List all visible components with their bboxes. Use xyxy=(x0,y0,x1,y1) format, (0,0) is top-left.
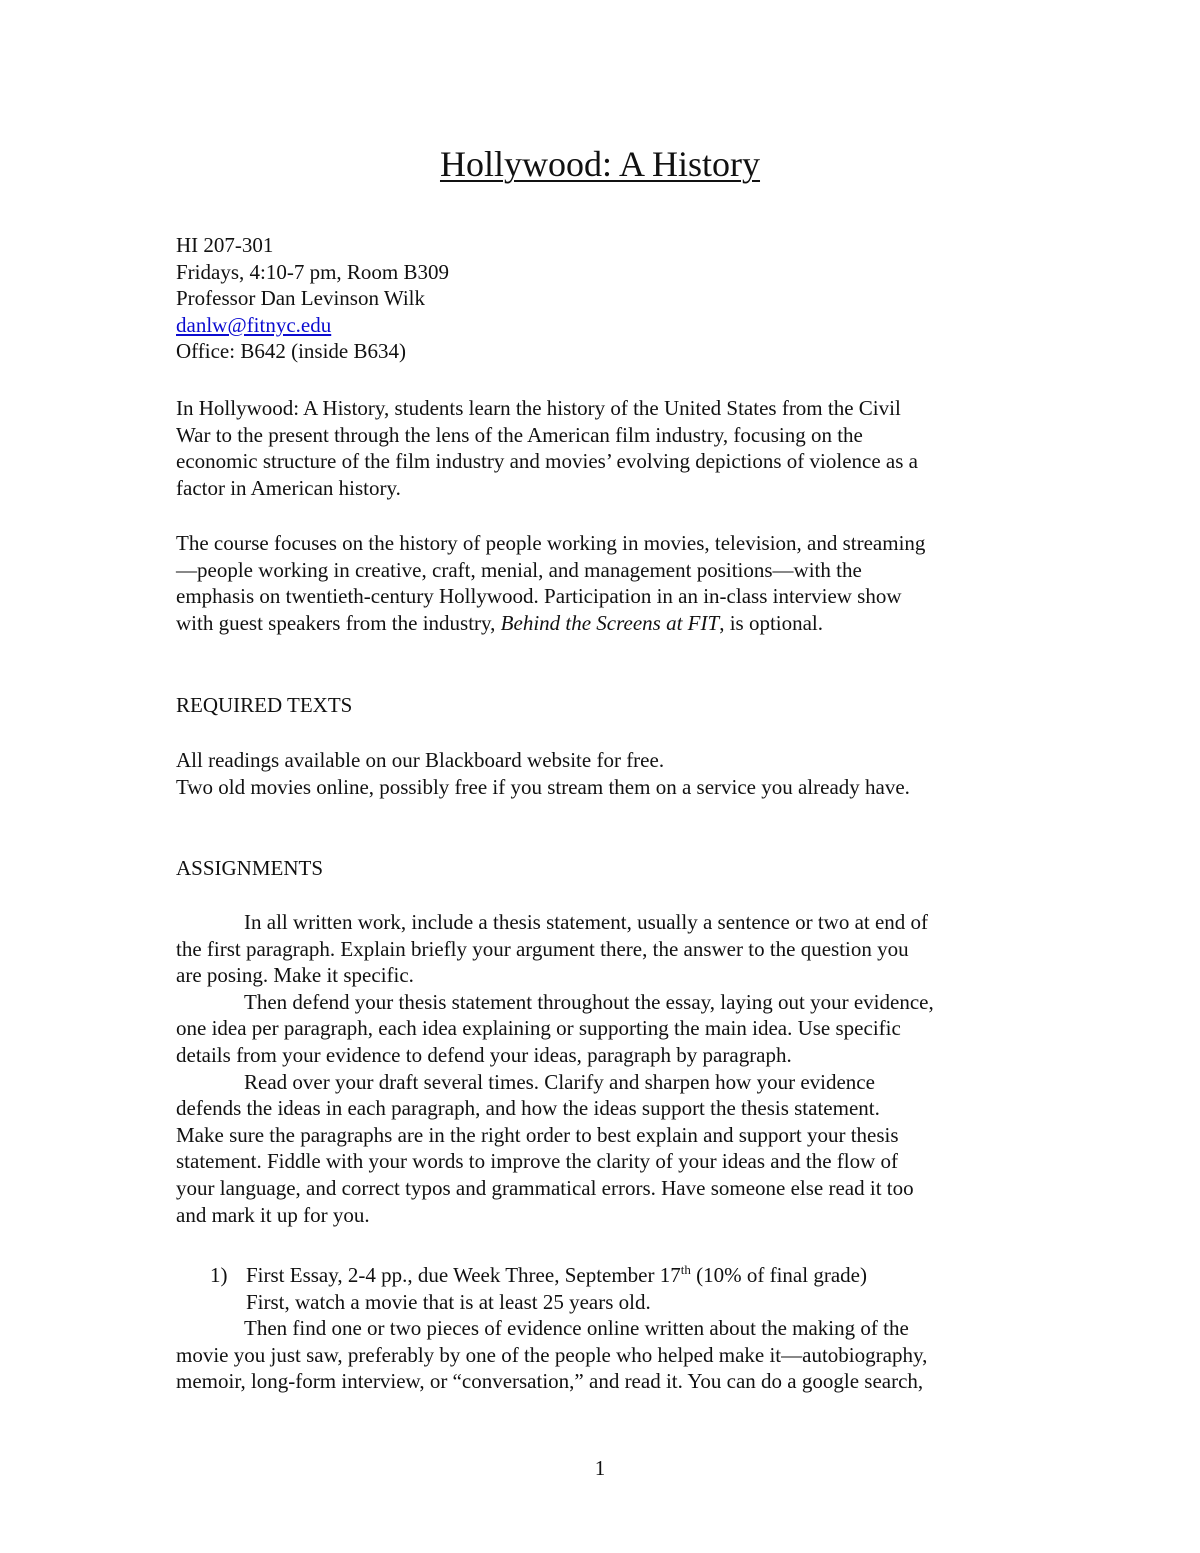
paragraph-line: The course focuses on the history of people working in movies, television, and streaming xyxy=(176,531,926,555)
paragraph-line: War to the present through the lens of the American film industry, focusing on the xyxy=(176,422,863,447)
intro-paragraph-1 xyxy=(176,395,1036,501)
text-segment: First Essay, 2-4 pp., due Week Three, September 17 xyxy=(246,1263,681,1287)
superscript: th xyxy=(680,1262,691,1277)
professor-name: Professor Dan Levinson Wilk xyxy=(176,286,425,311)
paragraph-line: movie you just saw, preferably by one of the people who helped make it—autobiography, xyxy=(176,1342,928,1367)
list-item-line: First, watch a movie that is at least 25 years old. xyxy=(246,1289,651,1314)
text-segment: (10% of final grade) xyxy=(690,1263,867,1287)
paragraph-line: details from your evidence to defend your ideas, paragraph by paragraph. xyxy=(176,1042,792,1067)
course-code: HI 207-301 xyxy=(176,233,274,257)
required-texts-list xyxy=(176,747,1036,800)
professor-email-link[interactable]: danlw@fitnyc.edu xyxy=(176,312,332,337)
paragraph-line: your language, and correct typos and grammatical errors. Have someone else read it too xyxy=(176,1175,914,1200)
office-location: Office: B642 (inside B634) xyxy=(176,339,406,364)
required-text-line: Two old movies online, possibly free if you stream them on a service you already have. xyxy=(176,774,910,799)
paragraph-line: Make sure the paragraphs are in the right order to best explain and support your thesis xyxy=(176,1122,899,1147)
text-segment: with guest speakers from the industry, xyxy=(176,610,501,635)
paragraph-line: statement. Fiddle with your words to improve the clarity of your ideas and the flow of xyxy=(176,1149,899,1174)
paragraph-line: In all written work, include a thesis statement, usually a sentence or two at end of xyxy=(244,910,929,934)
paragraph-line: and mark it up for you. xyxy=(176,1202,370,1227)
paragraph-line: economic structure of the film industry and movies’ evolving depictions of violence as a xyxy=(176,449,918,474)
required-text-line: All readings available on our Blackboard website for free. xyxy=(176,748,665,772)
paragraph-line: emphasis on twentieth-century Hollywood. Participation in an in-class interview show xyxy=(176,584,902,609)
paragraph-line: Read over your draft several times. Clarify and sharpen how your evidence xyxy=(244,1069,875,1094)
paragraph-line: —people working in creative, craft, menial, and management positions—with the xyxy=(176,557,862,582)
paragraph-line: the first paragraph. Explain briefly your argument there, the answer to the question you xyxy=(176,936,909,961)
show-title: Behind the Screens at FIT xyxy=(500,610,720,635)
paragraph-line: memoir, long-form interview, or “conversation,” and read it. You can do a google search, xyxy=(176,1369,924,1394)
assignments-heading: ASSIGNMENTS xyxy=(176,856,324,880)
paragraph-line: Then find one or two pieces of evidence online written about the making of the xyxy=(244,1316,909,1341)
paragraph-line: Then defend your thesis statement throughout the essay, laying out your evidence, xyxy=(244,989,934,1014)
paragraph-line: defends the ideas in each paragraph, and how the ideas support the thesis statement. xyxy=(176,1096,880,1121)
course-info-block xyxy=(176,232,1036,365)
list-number: 1) xyxy=(210,1263,228,1287)
class-schedule: Fridays, 4:10-7 pm, Room B309 xyxy=(176,259,450,284)
page-number: 1 xyxy=(594,1456,606,1480)
paragraph-line: are posing. Make it specific. xyxy=(176,963,414,988)
paragraph-line: In Hollywood: A History, students learn the history of the United States from the Civil xyxy=(176,396,901,420)
document-title: Hollywood: A History xyxy=(439,144,761,184)
paragraph-line: factor in American history. xyxy=(176,475,401,500)
assignments-instructions xyxy=(176,909,1036,1228)
list-item-title xyxy=(176,1262,1036,1289)
paragraph-line: one idea per paragraph, each idea explaining or supporting the main idea. Use specific xyxy=(176,1016,901,1041)
assignment-item-1 xyxy=(176,1262,1036,1395)
paragraph-line xyxy=(176,610,1036,637)
intro-paragraph-2 xyxy=(176,530,1036,636)
text-segment: , is optional. xyxy=(719,610,824,635)
required-texts-heading: REQUIRED TEXTS xyxy=(176,693,353,717)
